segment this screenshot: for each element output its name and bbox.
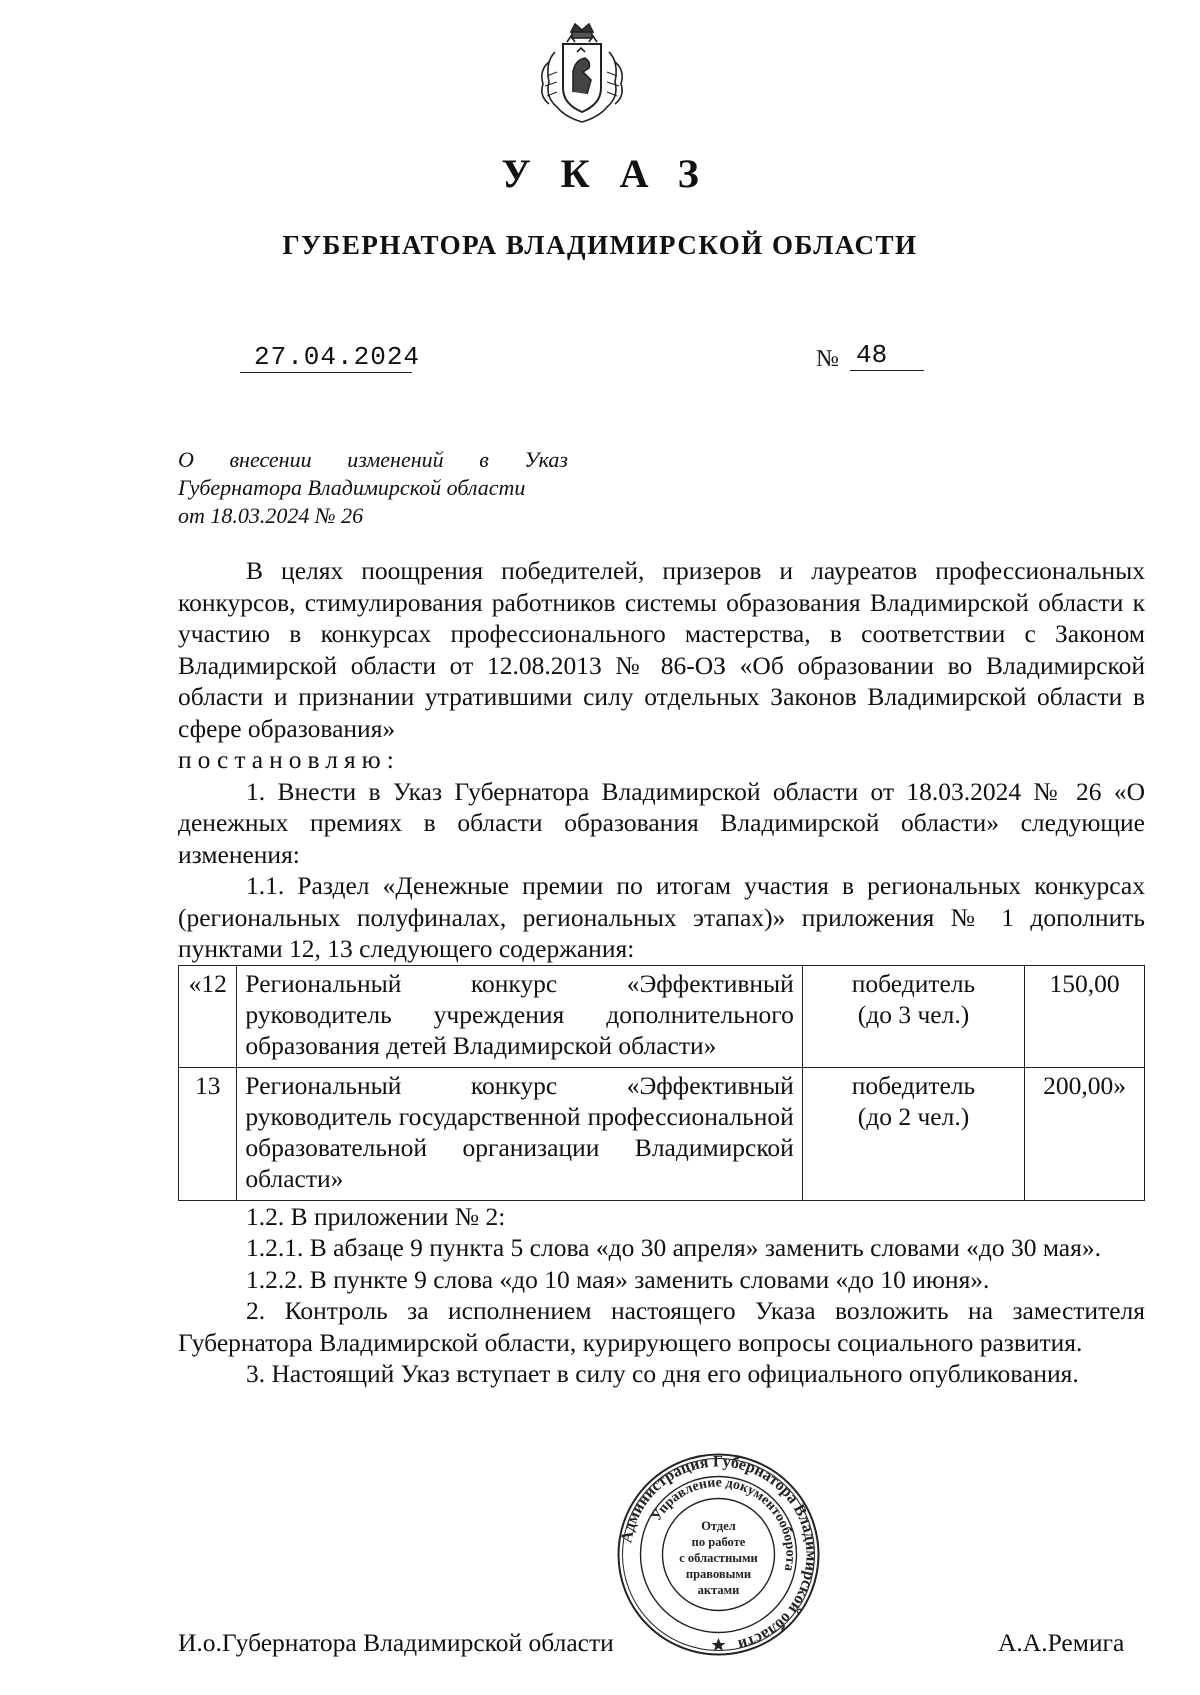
stamp-center-line: Отдел xyxy=(701,1519,736,1533)
winner-label: победитель xyxy=(851,968,976,998)
stamp-center-line: актами xyxy=(697,1583,740,1597)
table-cell-winner xyxy=(802,965,1024,1067)
stamp-center-line: правовыми xyxy=(685,1567,752,1581)
table-cell-number: 13 xyxy=(179,1067,237,1200)
item-1-2: 1.2. В приложении № 2: xyxy=(246,1201,506,1231)
document-subject xyxy=(178,446,568,530)
stamp-center-line: с областными xyxy=(679,1551,758,1565)
decree-word: постановляю: xyxy=(178,745,400,774)
item-3: 3. Настоящий Указ вступает в силу со дня его официального опубликования. xyxy=(246,1359,1079,1388)
signatory-name: А.А.Ремига xyxy=(998,1628,1125,1657)
item-1-1: 1.1. Раздел «Денежные премии по итогам участия в региональных конкурсах (региональных полуфиналах, региональных этапах)» приложения № 1 дополнить пунктами 12, 13 следующего содержания: xyxy=(178,871,1145,963)
table-cell-number: «12 xyxy=(179,965,237,1067)
document-body xyxy=(178,555,1145,1390)
winner-count: (до 3 чел.) xyxy=(857,999,970,1029)
preamble-paragraph: В целях поощрения победителей, призеров и лауреатов профессиональных конкурсов, стимулирования работников системы образования Владимирской области к участию в конкурсах профессионального мастерства, в соответствии с Законом Владимирской области от 12.08.2013 № 86-ОЗ «Об образовании во Владимирской области и признании утратившими силу отдельных Законов Владимирской области в сфере образования» xyxy=(178,556,1145,743)
table-row xyxy=(179,1067,1145,1200)
signatory-position: И.о.Губернатора Владимирской области xyxy=(178,1628,614,1657)
winner-label: победитель xyxy=(851,1070,976,1100)
document-date: 27.04.2024 xyxy=(240,342,412,373)
number-label: № xyxy=(816,346,839,372)
star-icon xyxy=(712,1638,726,1651)
stamp-outer-text: Администрация Губернатора Владимирской области xyxy=(618,1453,820,1654)
stamp-middle-text: Управление документооборота xyxy=(649,1475,798,1573)
table-cell-amount: 150,00 xyxy=(1025,965,1145,1067)
table-row xyxy=(179,965,1145,1067)
document-title: УКАЗ xyxy=(501,151,729,196)
item-2: 2. Контроль за исполнением настоящего Указа возложить на заместителя Губернатора Владимирской области, курирующего вопросы социального развития. xyxy=(178,1296,1145,1357)
table-cell-amount: 200,00» xyxy=(1025,1067,1145,1200)
subject-line: от 18.03.2024 № 26 xyxy=(178,503,364,528)
subject-line: О внесении изменений в Указ xyxy=(178,447,568,472)
table-cell-name: Региональный конкурс «Эффективный руководитель учреждения дополнительного образования детей Владимирской области» xyxy=(237,965,802,1067)
subject-line: Губернатора Владимирской области xyxy=(178,475,526,500)
item-1: 1. Внести в Указ Губернатора Владимирской области от 18.03.2024 № 26 «О денежных премиях в области образования Владимирской области» следующие изменения: xyxy=(178,776,1145,869)
document-subtitle: ГУБЕРНАТОРА ВЛАДИМИРСКОЙ ОБЛАСТИ xyxy=(282,230,918,260)
document-number: 48 xyxy=(850,340,924,371)
item-1-2-1: 1.2.1. В абзаце 9 пункта 5 слова «до 30 апреля» заменить словами «до 30 мая». xyxy=(246,1233,1101,1262)
item-1-2-2: 1.2.2. В пункте 9 слова «до 10 мая» заменить словами «до 10 июня». xyxy=(246,1264,990,1294)
table-cell-winner xyxy=(802,1067,1024,1200)
table-cell-name: Региональный конкурс «Эффективный руководитель государственной профессиональной образовательной организации Владимирской области» xyxy=(237,1067,802,1200)
awards-table xyxy=(178,965,1145,1201)
winner-count: (до 2 чел.) xyxy=(857,1101,970,1131)
official-stamp-icon xyxy=(616,1452,821,1657)
coat-of-arms-icon xyxy=(535,22,630,127)
stamp-center-line: по работе xyxy=(691,1535,746,1549)
